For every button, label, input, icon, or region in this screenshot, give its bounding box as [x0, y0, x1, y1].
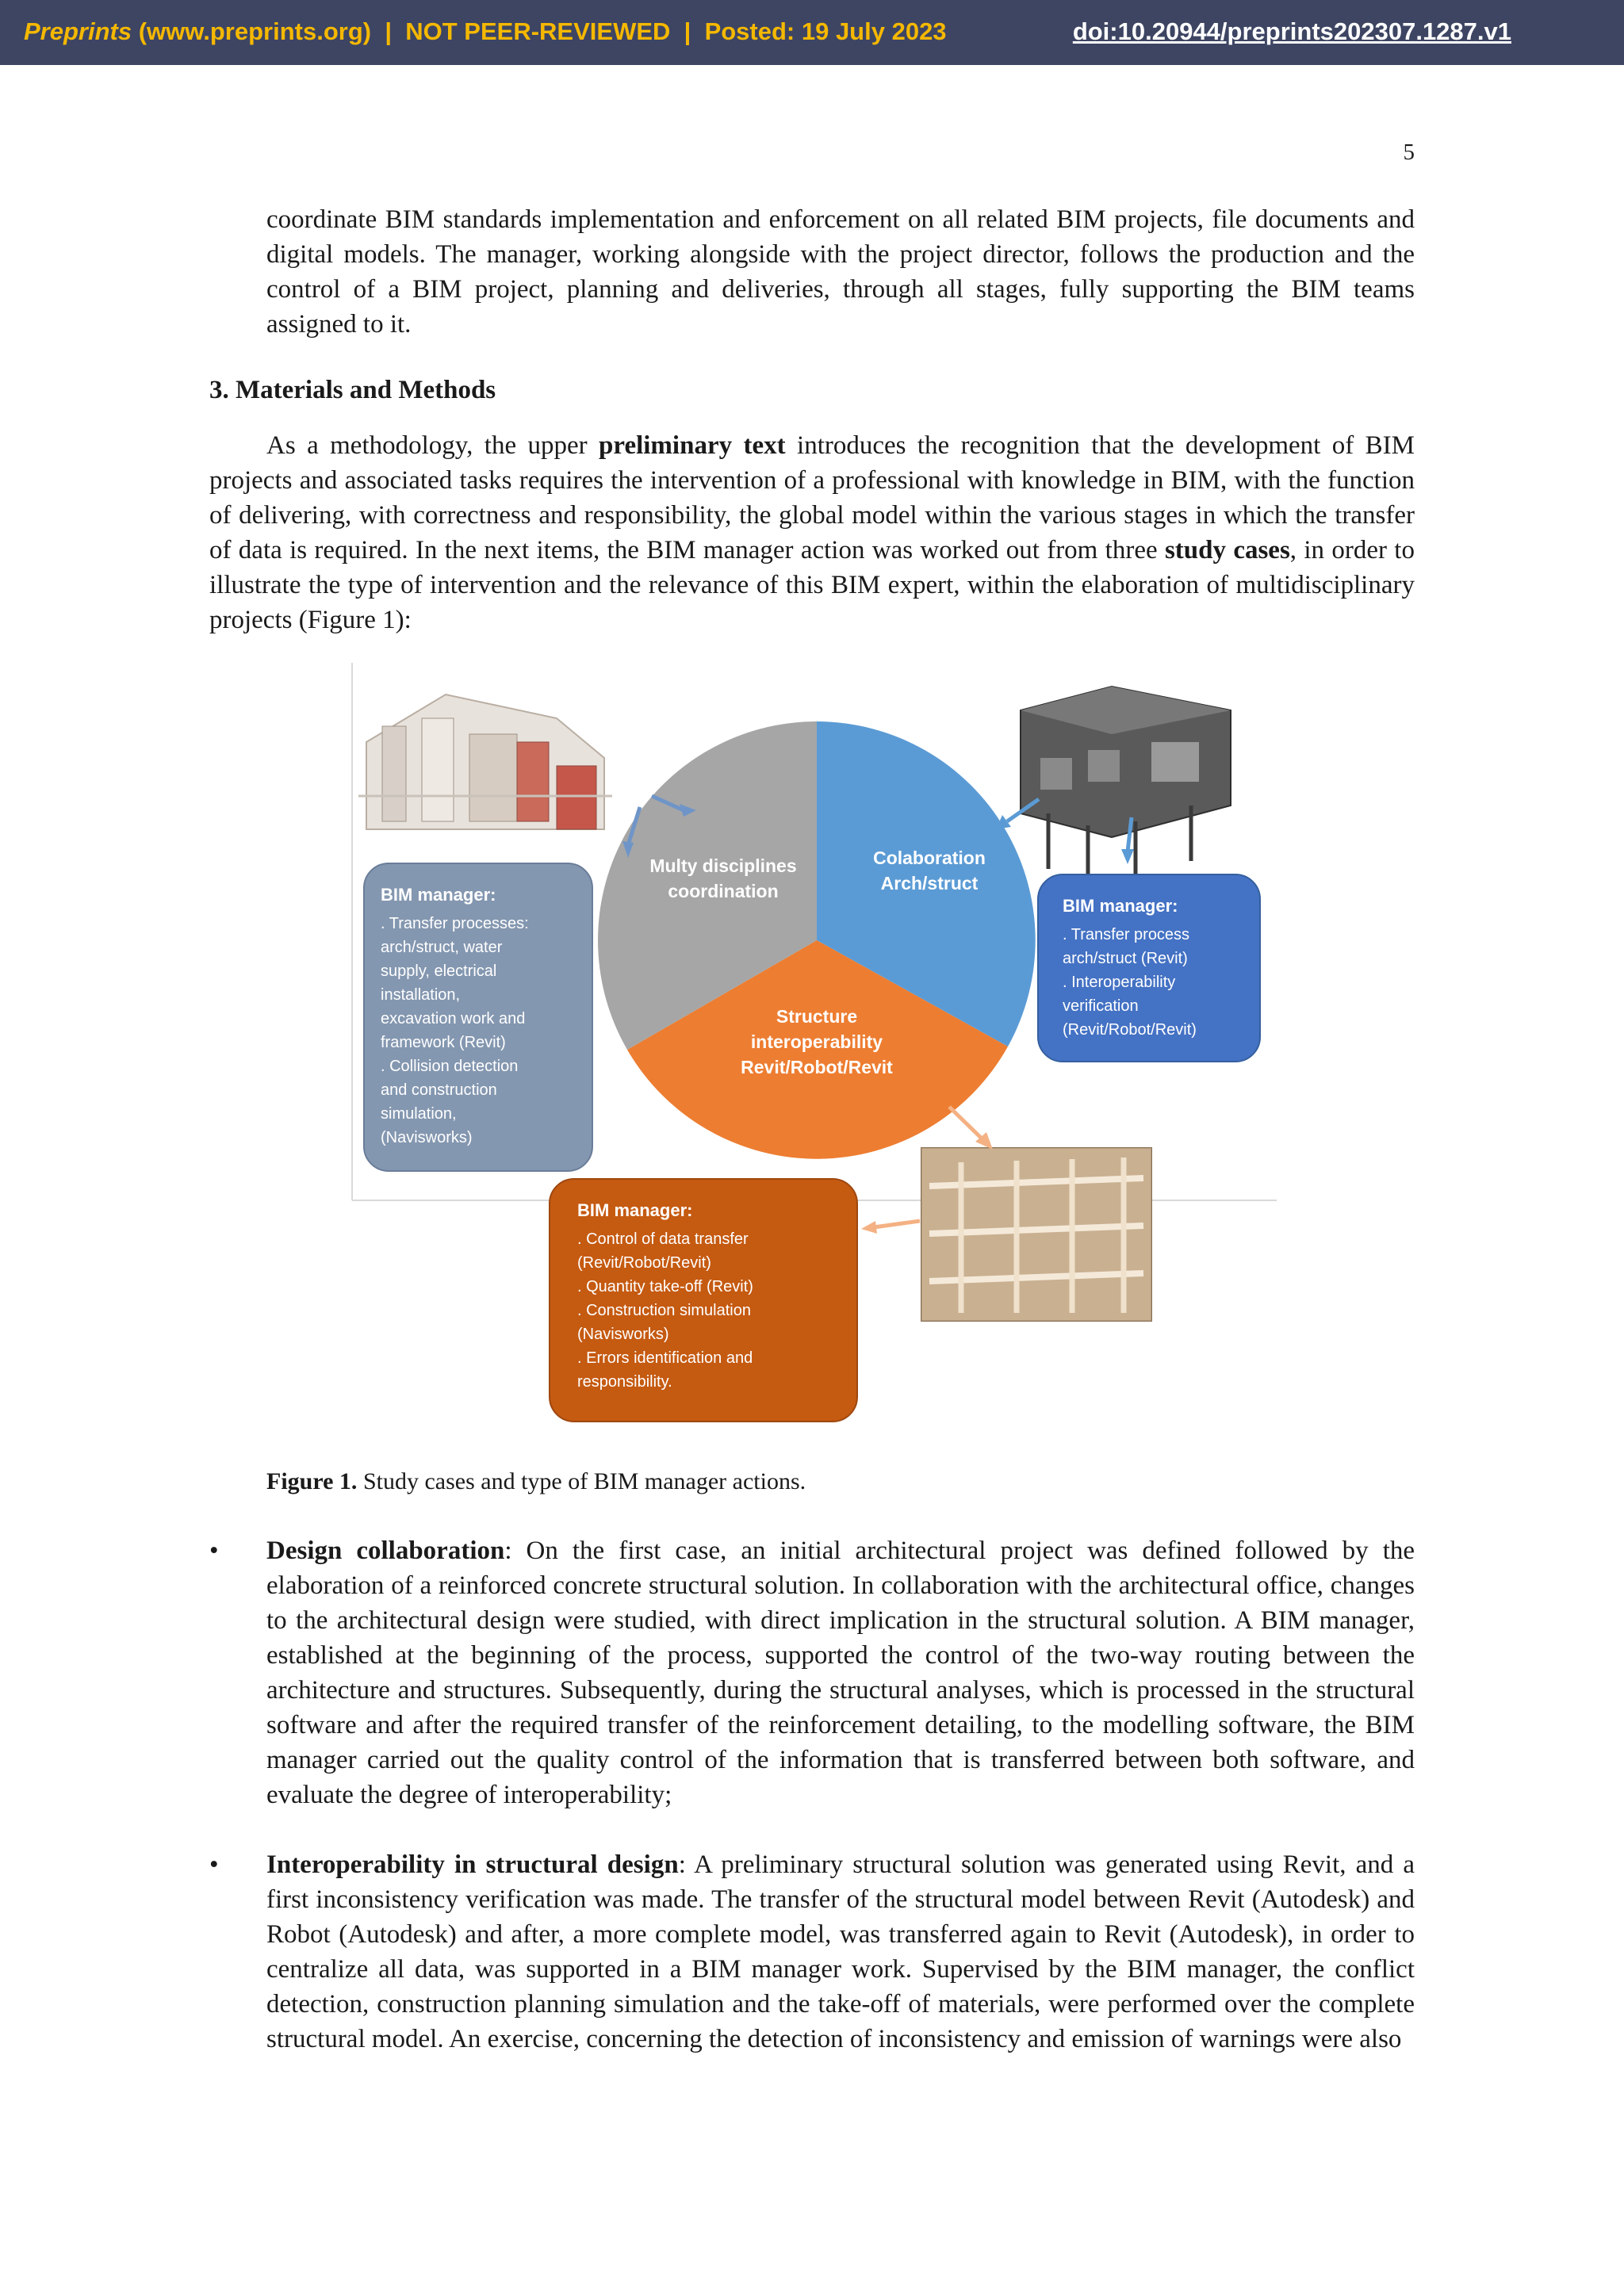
- site-link[interactable]: (www.preprints.org): [138, 17, 372, 45]
- bullet-term: Design collaboration: [266, 1536, 505, 1565]
- review-status: NOT PEER-REVIEWED: [405, 17, 671, 45]
- box-line: and construction: [381, 1081, 497, 1099]
- label-line: Colaboration: [873, 848, 986, 868]
- box-line: installation,: [381, 986, 461, 1004]
- caption-label: Figure 1.: [266, 1468, 358, 1494]
- building-photo: [921, 1148, 1151, 1321]
- label-line: Revit/Robot/Revit: [741, 1057, 893, 1077]
- page-number: 5: [1403, 140, 1415, 165]
- box-line: . Construction simulation: [577, 1302, 751, 1319]
- figure-caption: [266, 1468, 806, 1495]
- box-line: excavation work and: [381, 1010, 526, 1027]
- caption-text: Study cases and type of BIM manager actions.: [357, 1468, 806, 1494]
- methods-bold-term: study cases: [1164, 536, 1290, 564]
- label-line: interoperability: [750, 1031, 883, 1052]
- pie-label-structure: [730, 1004, 904, 1080]
- box-line: (Revit/Robot/Revit): [577, 1254, 711, 1272]
- label-line: Multy disciplines: [649, 855, 797, 876]
- bullet-text: [266, 1847, 1415, 2057]
- bullet-body: : On the first case, an initial architectural project was defined followed by the elaboration of a reinforced concrete structural solution. In collaboration with the architectural office, changes to the architectural design were studied, with direct implication in the structural solution. A BIM manager, established at the beginning of the process, supported the control of the two-way routing between the architecture and structures. Subsequently, during the structural analyses, which is processed in the structural software and after the required transfer of the reinforcement detailing, to the modelling software, the BIM manager carried out the quality control of the information that is transferred between both software, and evaluate the degree of interoperability;: [266, 1536, 1415, 1809]
- box-line: . Interoperability: [1063, 974, 1176, 991]
- box-line: verification: [1063, 997, 1139, 1015]
- box-line: (Navisworks): [577, 1326, 669, 1343]
- section-heading: 3. Materials and Methods: [209, 376, 496, 404]
- brand-name[interactable]: Preprints: [24, 17, 132, 45]
- posted-date: Posted: 19 July 2023: [704, 17, 947, 45]
- methods-paragraph: [209, 428, 1415, 637]
- methods-text: , in order to illustrate the type of intervention and the relevance of this BIM expert, within the elaboration of multidisciplinary projects (Figure 1):: [209, 536, 1415, 634]
- separator: |: [385, 17, 393, 45]
- bullet-term: Interoperability in structural design: [266, 1850, 679, 1879]
- box-line: . Quantity take-off (Revit): [577, 1278, 753, 1295]
- label-line: Arch/struct: [880, 873, 979, 894]
- box-line: responsibility.: [577, 1373, 672, 1391]
- box-line: . Errors identification and: [577, 1349, 753, 1367]
- box-line: arch/struct, water: [381, 939, 503, 956]
- box-title: BIM manager:: [381, 885, 496, 905]
- methods-bold-term: preliminary text: [599, 431, 786, 460]
- figure-1: [350, 663, 1278, 1432]
- doi-link[interactable]: doi:10.20944/preprints202307.1287.v1: [1072, 17, 1511, 45]
- separator: |: [684, 17, 691, 45]
- box-line: framework (Revit): [381, 1034, 506, 1051]
- bim-manager-box-bottom: [549, 1178, 858, 1422]
- label-line: Structure: [776, 1006, 858, 1027]
- label-line: coordination: [668, 881, 779, 901]
- box-line: . Transfer process: [1063, 926, 1190, 943]
- pie-label-collaboration: [850, 845, 1009, 896]
- bullet-body: : A preliminary structural solution was generated using Revit, and a first inconsistency verification was made. The transfer of the structural model between Revit (Autodesk) and Robot (Autodesk) and after, a more complete model, was transferred again to Revit (Autodesk), in order to centralize all data, was supported in a BIM manager work. Supervised by the BIM manager, the conflict detection, construction planning simulation and the take-off of materials, were performed over the complete structural model. An exercise, concerning the detection of inconsistency and emission of warnings were also: [266, 1850, 1415, 2053]
- bullet-icon: •: [209, 1536, 219, 1565]
- preprint-banner: [0, 0, 1624, 65]
- methods-text: As a methodology, the upper: [266, 431, 599, 460]
- box-line: arch/struct (Revit): [1063, 950, 1188, 967]
- box-line: (Revit/Robot/Revit): [1063, 1021, 1197, 1039]
- box-line: . Transfer processes:: [381, 915, 529, 932]
- methods-text: introduces the recognition that the development of BIM projects and associated tasks requires the intervention of a professional with knowledge in BIM, with the function of delivering, with correctness and responsibility, the global model within the various stages in which the transfer of data is required. In the next items, the BIM manager action was worked out from three: [209, 431, 1415, 564]
- box-title: BIM manager:: [577, 1200, 693, 1220]
- banner-left: [24, 17, 947, 46]
- bullet-text: [266, 1533, 1415, 1812]
- box-line: supply, electrical: [381, 962, 497, 980]
- box-line: . Control of data transfer: [577, 1230, 749, 1248]
- bim-manager-box-left: [363, 863, 593, 1172]
- bim-manager-box-right: [1037, 874, 1261, 1062]
- building-illustration-left: [358, 695, 612, 829]
- box-title: BIM manager:: [1063, 896, 1178, 916]
- intro-paragraph: coordinate BIM standards implementation and enforcement on all related BIM projects, file documents and digital models. The manager, working alongside with the project director, follows the production and the control of a BIM project, planning and deliveries, through all stages, fully supporting the BIM teams assigned to it.: [266, 205, 1415, 339]
- bullet-icon: •: [209, 1850, 219, 1879]
- box-line: . Collision detection: [381, 1058, 519, 1075]
- pie-label-multidisciplinary: [636, 853, 810, 904]
- box-line: simulation,: [381, 1105, 457, 1123]
- box-line: (Navisworks): [381, 1129, 473, 1146]
